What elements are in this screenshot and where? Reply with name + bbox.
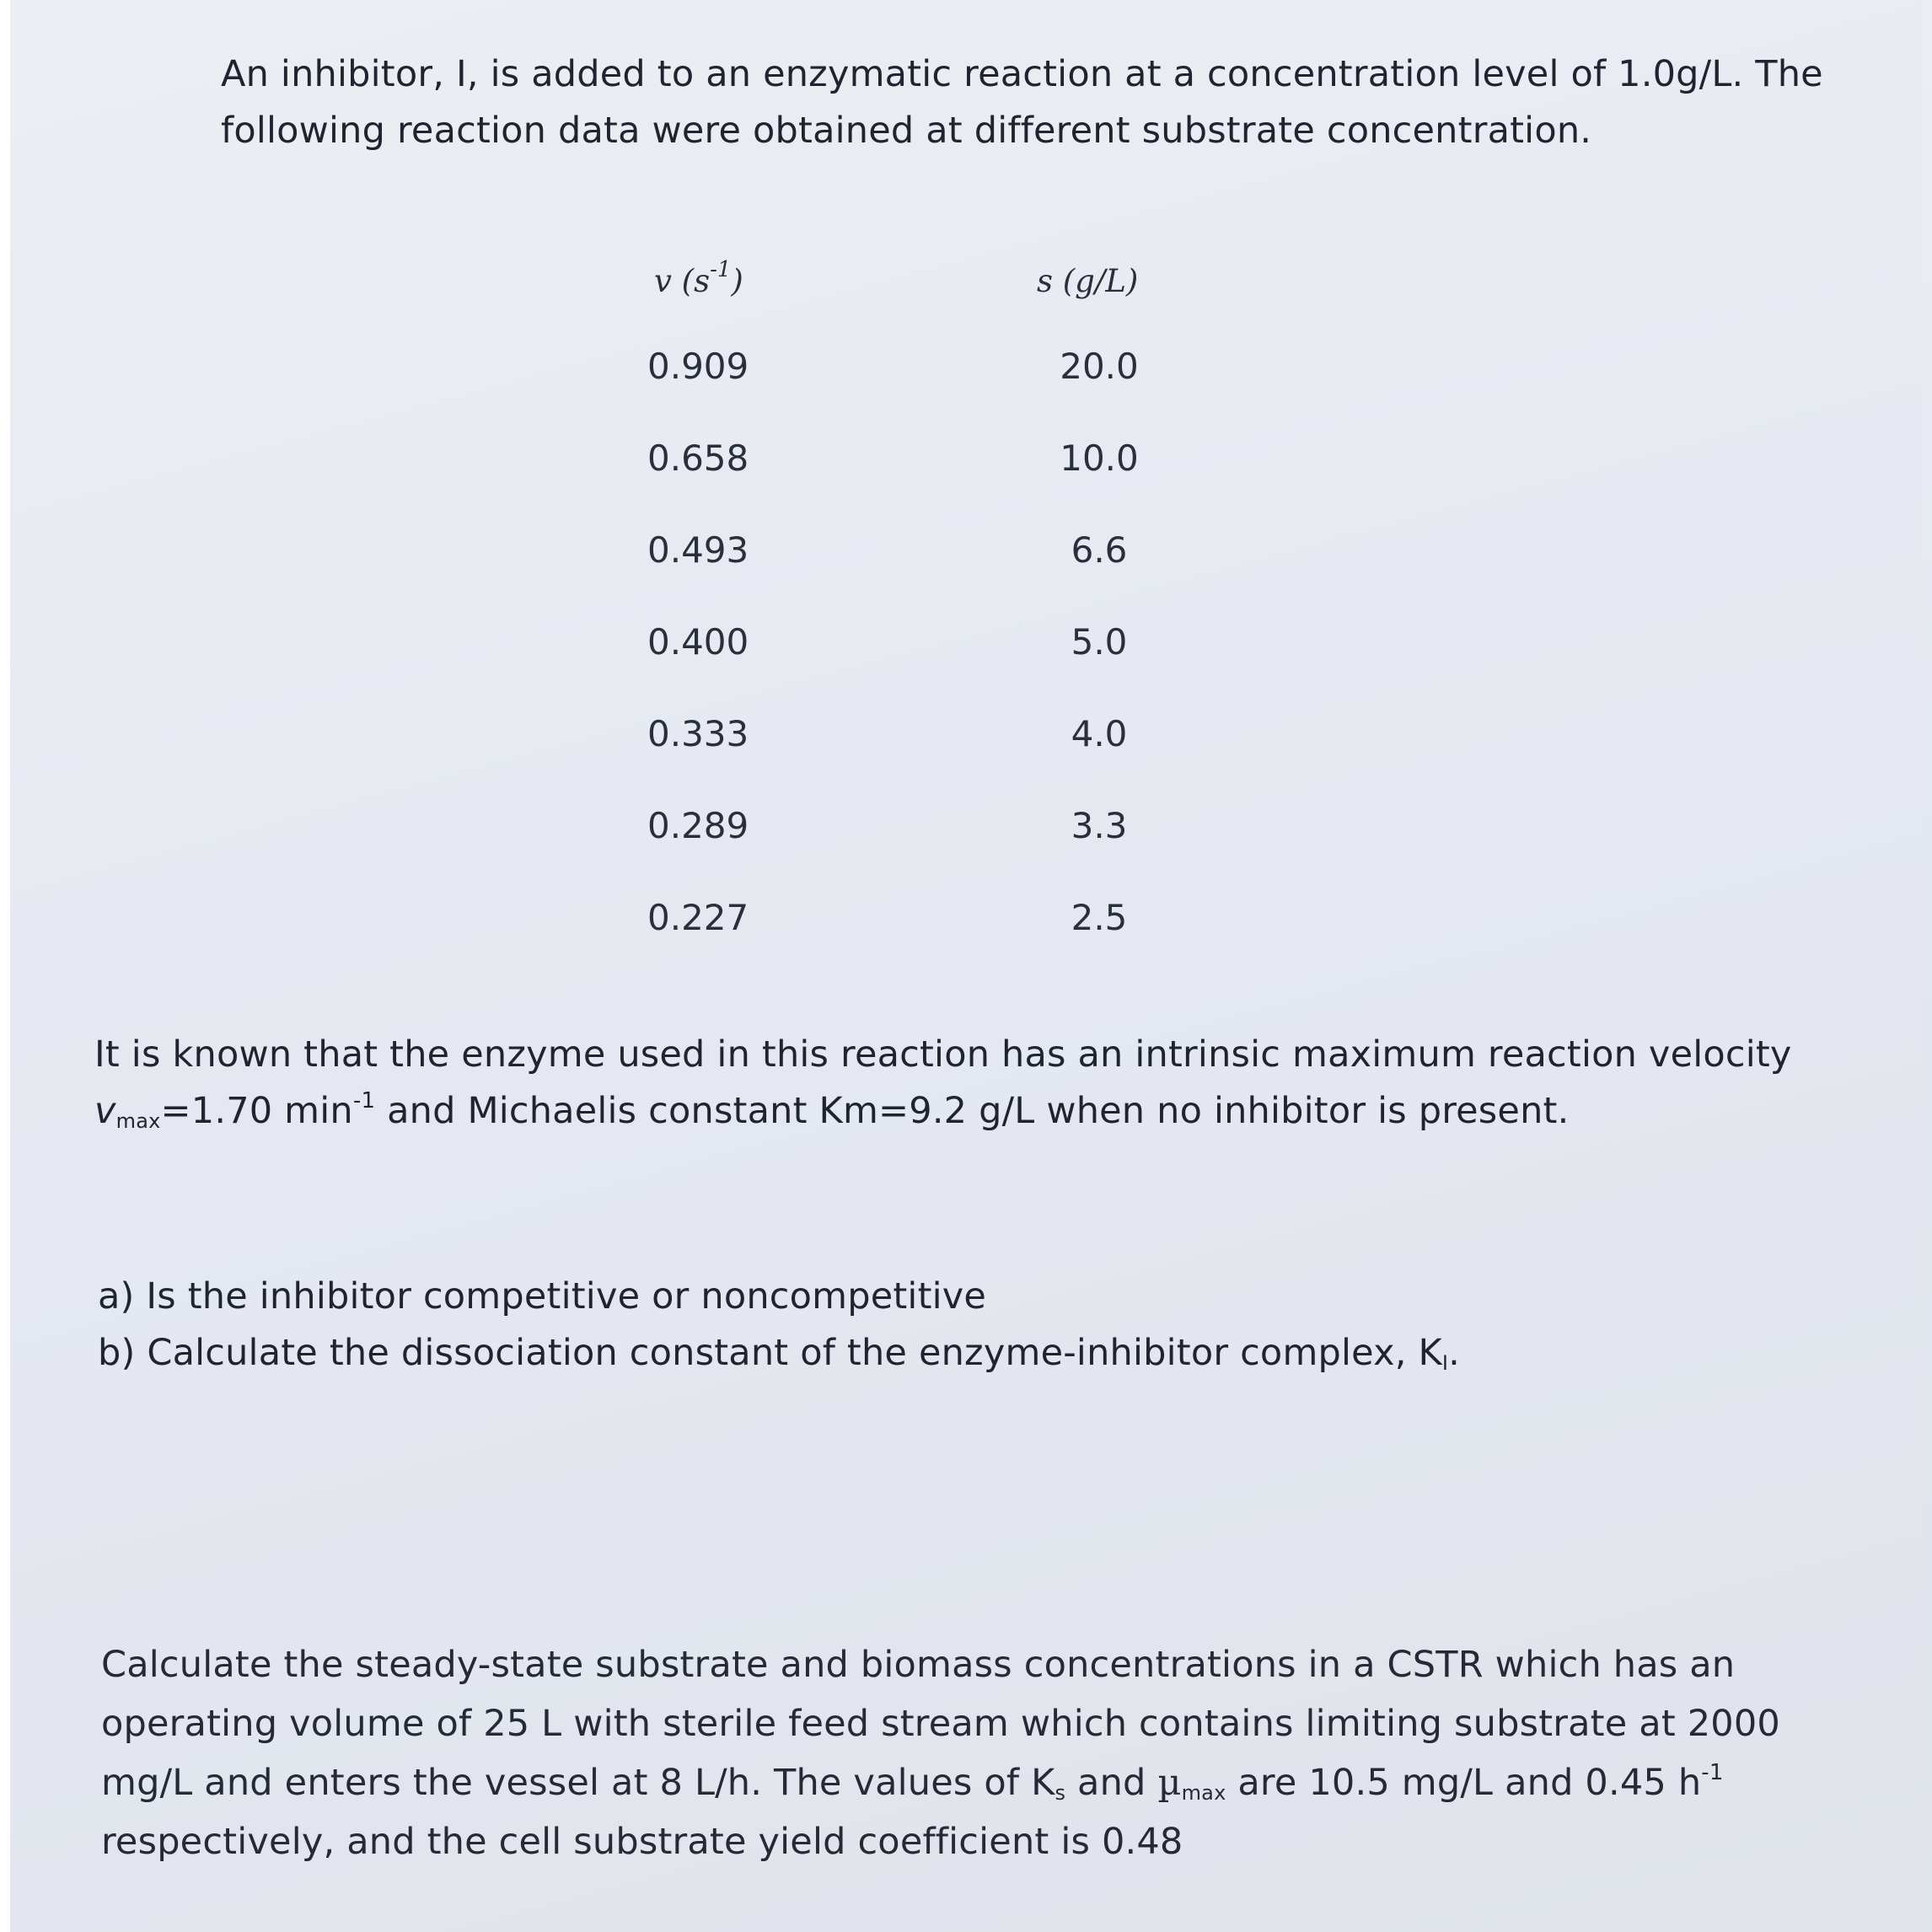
cstr-line-2: operating volume of 25 L with sterile feed stream which contains limiting substrate at 2000 <box>101 1703 1780 1745</box>
table-cell-substrate: 6.6 <box>1071 529 1128 571</box>
table-cell-velocity: 0.658 <box>647 437 749 479</box>
intro-line-2: following reaction data were obtained at different substrate concentration. <box>221 110 1592 152</box>
known-parameters-paragraph <box>94 1027 1831 1140</box>
reaction-data-table <box>0 0 1932 944</box>
cstr-line-3: mg/L and enters the vessel at 8 L/h. The values of $K_s$ and µ$_{max}$ are 10.5 mg/L and 0.45 $h^{-1}$ <box>101 1760 1724 1805</box>
table-cell-substrate: 10.0 <box>1060 437 1139 479</box>
question-b: b) Calculate the dissociation constant of the enzyme-inhibitor complex, $K_I$. <box>98 1332 1461 1375</box>
column-header-velocity: v $(s^{-1})$ <box>654 257 743 299</box>
table-cell-substrate: 20.0 <box>1060 346 1139 387</box>
intro-line-1: An inhibitor, I, is added to an enzymatic reaction at a concentration level of 1.0g/L. The <box>221 53 1823 95</box>
column-header-substrate: s (g/L) <box>1037 263 1139 299</box>
table-cell-substrate: 5.0 <box>1071 621 1128 663</box>
table-cell-velocity: 0.909 <box>647 346 749 387</box>
table-cell-velocity: 0.333 <box>647 713 749 754</box>
table-cell-substrate: 2.5 <box>1071 897 1128 938</box>
table-cell-velocity: 0.227 <box>647 897 749 938</box>
known-line-1: It is known that the enzyme used in this reaction has an intrinsic maximum reaction velocity <box>94 1033 1792 1076</box>
known-line-2: $v_{max}=1.70$ $\min^{-1}$ and Michaelis constant Km=9.2 g/L when no inhibitor is present. <box>94 1088 1570 1133</box>
cstr-problem-paragraph <box>101 1635 1787 1871</box>
table-cell-substrate: 4.0 <box>1071 713 1128 754</box>
cstr-line-1: Calculate the steady-state substrate and biomass concentrations in a CSTR which has an <box>101 1644 1736 1686</box>
questions-list <box>98 1269 1784 1382</box>
table-cell-substrate: 3.3 <box>1071 805 1128 846</box>
table-cell-velocity: 0.493 <box>647 529 749 571</box>
table-cell-velocity: 0.289 <box>647 805 749 846</box>
table-cell-velocity: 0.400 <box>647 621 749 663</box>
question-a: a) Is the inhibitor competitive or noncompetitive <box>98 1275 987 1318</box>
cstr-line-4: respectively, and the cell substrate yield coefficient is 0.48 <box>101 1821 1183 1863</box>
